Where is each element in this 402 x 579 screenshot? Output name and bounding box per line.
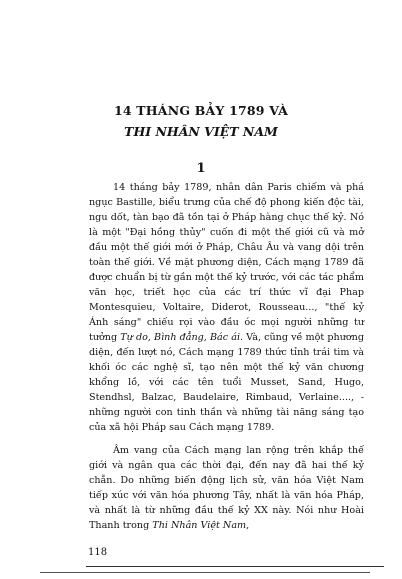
text-run: , — [246, 520, 250, 531]
page-number: 118 — [88, 547, 108, 558]
paragraph — [89, 180, 364, 435]
italic-run: Tự do, Bình đẳng, Bác ái — [120, 332, 241, 343]
section-number: 1 — [196, 161, 206, 176]
body-text — [89, 180, 364, 533]
text-run: 14 tháng bảy 1789, nhân dân Paris chiếm và phá ngục Bastille, biểu trưng của chế độ phong kiến độc tài, ngu dốt, tàn bạo đã tồn tại ở Pháp hàng chục thế kỷ. Nó là một "Đại hồng thủy" cuốn đi một thế giới cũ và mở đầu một thế giới mới ở Pháp, Châu Âu và vang dội trên toàn thế giới. Về mặt phương diện, Cách mạng 1789 đã được chuẩn bị từ gần một thế kỷ trước, với các tác phẩm văn học, triết học của các trí thức vĩ đại Phap Montesquieu, Voltaire, Diderot, Rousseau..., "thế kỷ Ánh sáng" chiếu rọi vào đầu óc mọi người những tư tưởng — [89, 182, 364, 343]
footer-rule — [86, 566, 384, 567]
text-run: Âm vang của Cách mạng lan rộng trên khắp thế giới và ngân qua các thời đại, đến nay đã hai thế kỷ chẵn. Do những biến động lịch sử, văn hóa Việt Nam tiếp xúc với văn hóa phương Tây, nhất là văn hóa Pháp, và nhất là từ những đầu thế kỷ XX này. Nói như Hoài Thanh trong — [89, 445, 364, 531]
paragraph — [89, 443, 364, 533]
chapter-subtitle: THI NHÂN VIỆT NAM — [124, 124, 278, 139]
chapter-title: 14 THÁNG BẢY 1789 VÀ — [113, 103, 289, 118]
footer-rule-lower — [40, 572, 370, 573]
text-run: . Và, cũng về một phương diện, đến lượt nó, Cách mạng 1789 thức tỉnh trái tim và khối óc các nghệ sĩ, tạo nên một thế kỷ văn chương khổng lồ, với các tên tuổi Musset, Sand, Hugo, Stendhsl, Balzac, Baudelaire, Rimbaud, Verlaine...., - những người con tinh thần và những tài năng sáng tạo của xã hội Pháp sau Cách mạng 1789. — [89, 332, 364, 433]
italic-run: Thi Nhân Việt Nam — [152, 520, 247, 531]
